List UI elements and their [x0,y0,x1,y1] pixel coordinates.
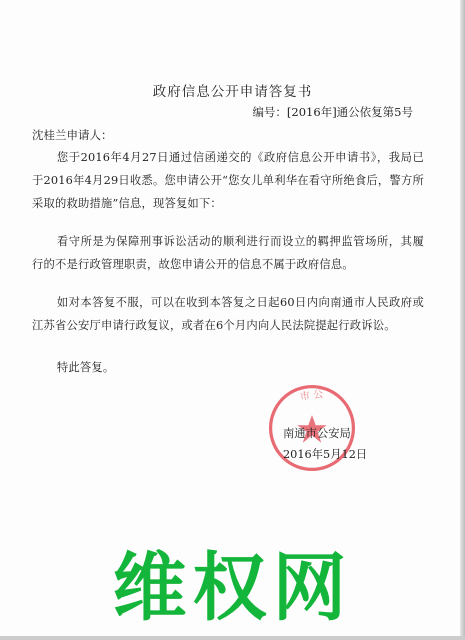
salutation: 沈桂兰申请人： [32,128,113,142]
document-title: 政府信息公开申请答复书 [152,84,313,100]
svg-text:市 公: 市 公 [299,389,325,404]
signature-organization: 南通市公安局 [283,427,351,440]
paragraph-reply-reason: 看守所是为保障刑事诉讼活动的顺利进行而设立的羁押监管场所，其履行的不是行政管理职责，故您申请公开的信息不属于政府信息。 [32,235,424,271]
paragraph-request-received: 您于2016年4月27日通过信函递交的《政府信息公开申请书》，我局已于2016年4月29日收悉。您申请公开“您女儿单利华在看守所绝食后，警方所采取的救助措施”信息，现答复如下： [32,151,424,210]
document-number: 编号：[2016年]通公依复第5号 [252,105,413,119]
signature-date: 2016年5月12日 [283,448,368,461]
paragraph-closing: 特此答复。 [56,361,115,374]
scan-edge-bottom [0,636,465,640]
watermark-logo: 维权网 [112,545,353,631]
scan-edge-right [460,0,465,640]
paragraph-appeal-rights: 如对本答复不服，可以在收到本答复之日起60日内向南通市人民政府或江苏省公安厅申请行政复议，或者在6个月内向人民法院提起行政诉讼。 [32,296,424,332]
